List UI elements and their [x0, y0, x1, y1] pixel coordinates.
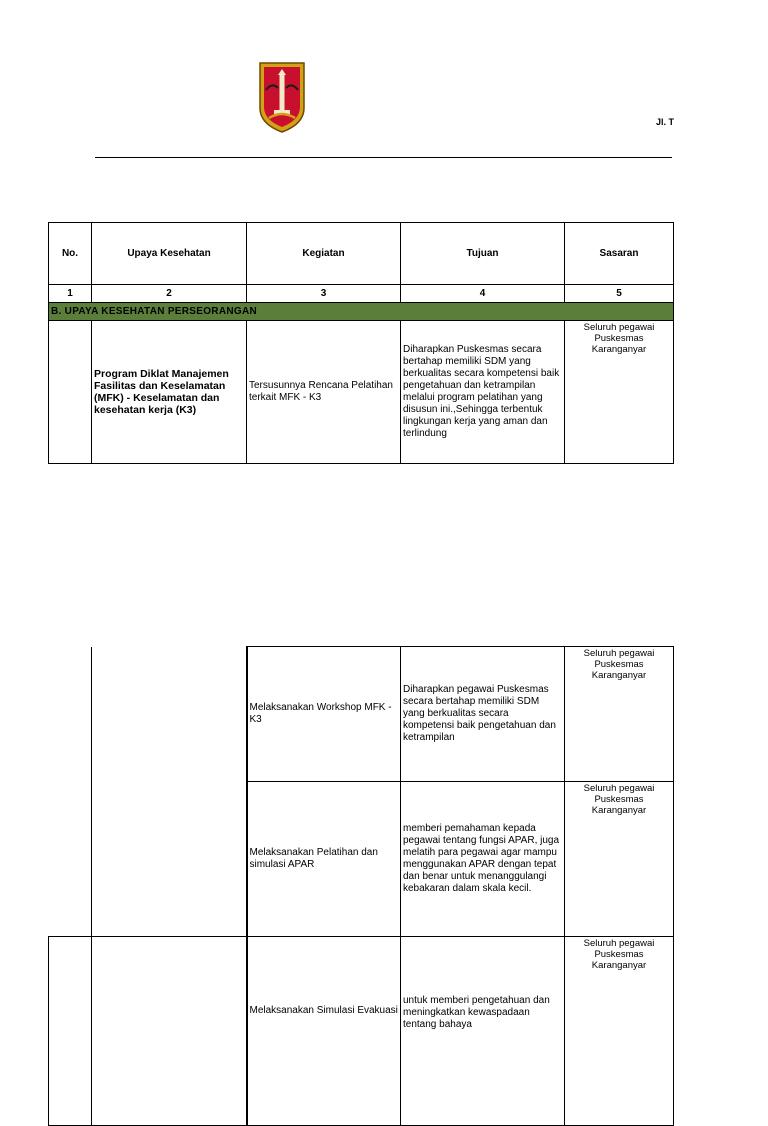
col-header-sasaran: Sasaran [565, 223, 674, 285]
col-number: 4 [401, 285, 565, 303]
row-tujuan: Diharapkan pegawai Puskesmas secara bertahap memiliki SDM yang berkualitas secara kompetensi baik pengetahuan dan ketrampilan [401, 647, 565, 782]
table-row [49, 782, 674, 937]
row-kegiatan: Melaksanakan Workshop MFK - K3 [247, 647, 401, 782]
table-row [49, 321, 674, 464]
row-no [49, 937, 92, 1126]
col-number: 5 [565, 285, 674, 303]
row-tujuan: Diharapkan Puskesmas secara bertahap memiliki SDM yang berkualitas secara kompetensi baik pengetahuan dan ketrampilan melalui program pelatihan yang disusun ini.,Sehingga terbentuk lingkungan kerja yang aman dan terlindung [401, 321, 565, 464]
col-number: 1 [49, 285, 92, 303]
row-no [49, 782, 92, 937]
row-upaya [92, 647, 247, 782]
row-upaya: Program Diklat Manajemen Fasilitas dan Keselamatan (MFK) - Keselamatan dan kesehatan kerja (K3) [92, 321, 247, 464]
col-header-upaya: Upaya Kesehatan [92, 223, 247, 285]
table-row [49, 937, 674, 1126]
header-divider [95, 157, 672, 158]
section-row [49, 303, 674, 321]
row-tujuan: untuk memberi pengetahuan dan meningkatkan kewaspadaan tentang bahaya [401, 937, 565, 1126]
row-kegiatan: Melaksanakan Pelatihan dan simulasi APAR [247, 782, 401, 937]
row-no [49, 647, 92, 782]
col-number: 3 [247, 285, 401, 303]
address-fragment: Jl. T [656, 117, 675, 127]
section-title: B. UPAYA KESEHATAN PERSEORANGAN [49, 303, 674, 321]
table-row [49, 647, 674, 782]
row-no [49, 321, 92, 464]
row-upaya [92, 782, 247, 937]
row-sasaran: Seluruh pegawai Puskesmas Karanganyar [565, 937, 674, 1126]
activity-table-continued [48, 646, 674, 1126]
activity-table [48, 222, 674, 464]
row-kegiatan: Melaksanakan Simulasi Evakuasi [247, 937, 401, 1126]
column-number-row [49, 285, 674, 303]
col-header-no: No. [49, 223, 92, 285]
city-coat-of-arms-logo [257, 60, 307, 134]
row-sasaran: Seluruh pegawai Puskesmas Karanganyar [565, 321, 674, 464]
col-header-kegiatan: Kegiatan [247, 223, 401, 285]
table-header-row [49, 223, 674, 285]
row-sasaran: Seluruh pegawai Puskesmas Karanganyar [565, 782, 674, 937]
row-kegiatan: Tersusunnya Rencana Pelatihan terkait MFK - K3 [247, 321, 401, 464]
col-header-tujuan: Tujuan [401, 223, 565, 285]
col-number: 2 [92, 285, 247, 303]
row-sasaran: Seluruh pegawai Puskesmas Karanganyar [565, 647, 674, 782]
row-tujuan: memberi pemahaman kepada pegawai tentang fungsi APAR, juga melatih para pegawai agar mampu menggunakan APAR dengan tepat dan benar untuk menanggulangi kebakaran dalam skala kecil. [401, 782, 565, 937]
row-upaya [92, 937, 247, 1126]
